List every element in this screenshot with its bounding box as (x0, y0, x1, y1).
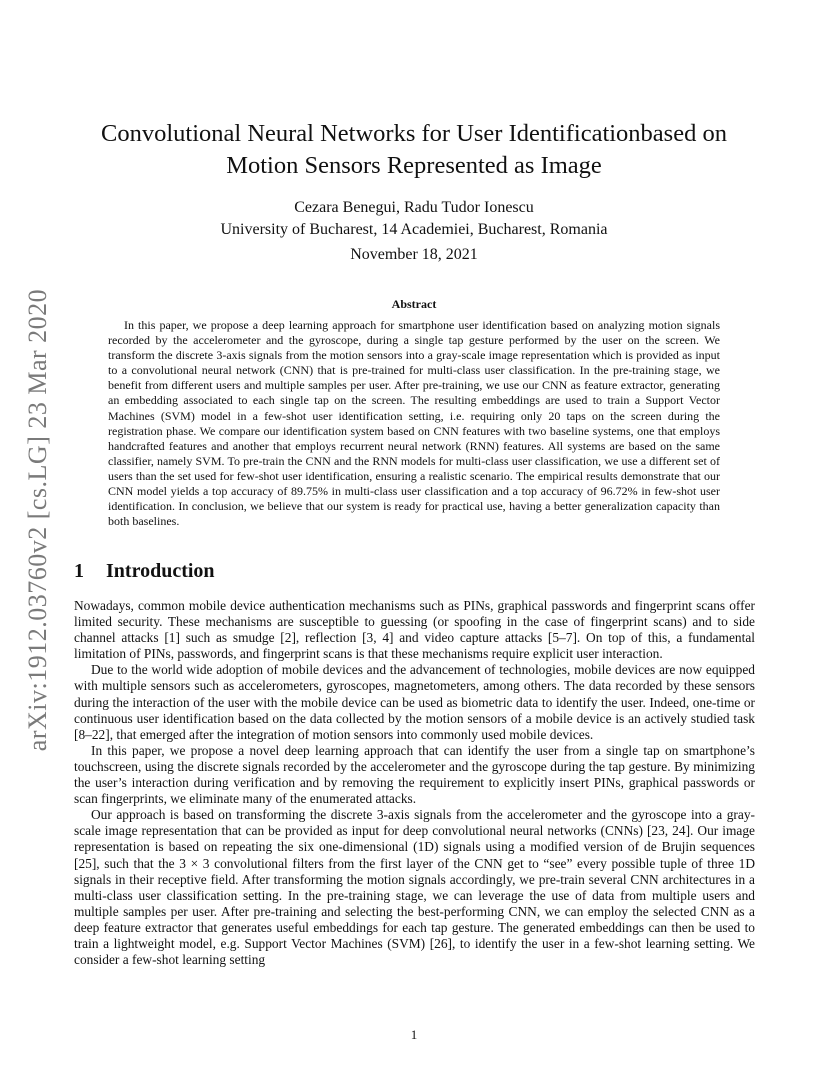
body-paragraph: Nowadays, common mobile device authentication mechanisms such as PINs, graphical passwords and fingerprint scans offer limited security. These mechanisms are susceptible to guessing (or spoofing in the case of fingerprint scans) and to side channel attacks [1] such as smudge [2], reflection [3, 4] and video capture attacks [5–7]. On top of this, a fundamental limitation of PINs, passwords, and fingerprint scans is that these mechanisms require explicit user interaction. (74, 598, 755, 662)
arxiv-identifier: arXiv:1912.03760v2 [cs.LG] 23 Mar 2020 (23, 288, 52, 752)
section-title: Introduction (106, 560, 215, 582)
body-paragraph: In this paper, we propose a novel deep learning approach that can identify the user from a single tap on smartphone’s touchscreen, using the discrete signals recorded by the accelerometer and the gyroscope during the tap gesture. By minimizing the user’s interaction during verification and by removing the requirement to explicitly insert PINs, graphical passwords or scan fingerprints, we eliminate many of the enumerated attacks. (74, 742, 755, 807)
arxiv-sidebar-stamp (18, 280, 58, 760)
section-number: 1 (74, 560, 84, 582)
author-names: Cezara Benegui, Radu Tudor Ionescu (294, 199, 534, 216)
abstract-text: In this paper, we propose a deep learning approach for smartphone user identification based on analyzing motion signals recorded by the accelerometer and the gyroscope, during a single tap gesture performed by the user on the screen. We transform the discrete 3-axis signals from the motion sensors into a gray-scale image representation which is provided as input to a convolutional neural network (CNN) that is pre-trained for multi-class user classification. In the pre-training stage, we benefit from different users and multiple samples per user. After pre-training, we use our CNN as feature extractor, generating an embedding associated to each single tap on the screen. The resulting embeddings are used to train a Support Vector Machines (SVM) model in a few-shot user identification setting, i.e. requiring only 20 taps on the screen during the registration phase. We compare our identification system based on CNN features with two baseline systems, one that employs handcrafted features and another that employs recurrent neural network (RNN) features. All systems are based on the same classifier, namely SVM. To pre-train the CNN and the RNN models for multi-class user classification, we use a different set of users than the set used for few-shot user identification, ensuring a realistic scenario. The empirical results demonstrate that our CNN model yields a top accuracy of 89.75% in multi-class user classification and a top accuracy of 96.72% in few-shot user identification. In conclusion, we believe that our system is ready for practical use, having a better generalization capacity than both baselines. (108, 318, 720, 529)
author-affiliation: University of Bucharest, 14 Academiei, Bucharest, Romania (220, 221, 608, 238)
author-block (70, 197, 758, 241)
paper-title: Convolutional Neural Networks for User Identificationbased on Motion Sensors Represented as Image (101, 120, 727, 179)
body-paragraph: Due to the world wide adoption of mobile devices and the advancement of technologies, mobile devices are now equipped with multiple sensors such as accelerometers, gyroscopes, magnetometers, among others. The data recorded by these sensors during the interaction of the user with the mobile device can be used as biometric data to identify the user. Indeed, one-time or continuous user identification based on the data collected by the motion sensors of a mobile device is an actively studied task [8–22], that emerged after the integration of motion sensors into commonly used mobile devices. (74, 662, 755, 742)
section-heading (74, 560, 215, 583)
abstract-heading: Abstract (391, 297, 437, 311)
page-number: 1 (410, 1027, 418, 1042)
body-paragraph: Our approach is based on transforming the discrete 3-axis signals from the accelerometer and the gyroscope into a gray-scale image representation that can be provided as input for deep convolutional neural networks (CNNs) [23, 24]. Our image representation is based on repeating the six one-dimensional (1D) signals using a modified version of de Brujin sequences [25], such that the 3 × 3 convolutional filters from the first layer of the CNN get to “see” every possible tuple of three 1D signals in their receptive field. After transforming the motion signals accordingly, we pre-train several CNN architectures in a multi-class user classification setting. In the pre-training stage, we can leverage the use of data from multiple users and multiple samples per user. After pre-training and selecting the best-performing CNN, we can employ the selected CNN as a deep feature extractor that generates useful embeddings for each tap gesture. The generated embeddings can then be used to train a lightweight model, e.g. Support Vector Machines (SVM) [26], to identify the user in a few-shot learning setting. We consider a few-shot learning setting (74, 807, 755, 968)
section-body (74, 598, 755, 968)
paper-date: November 18, 2021 (350, 246, 478, 263)
